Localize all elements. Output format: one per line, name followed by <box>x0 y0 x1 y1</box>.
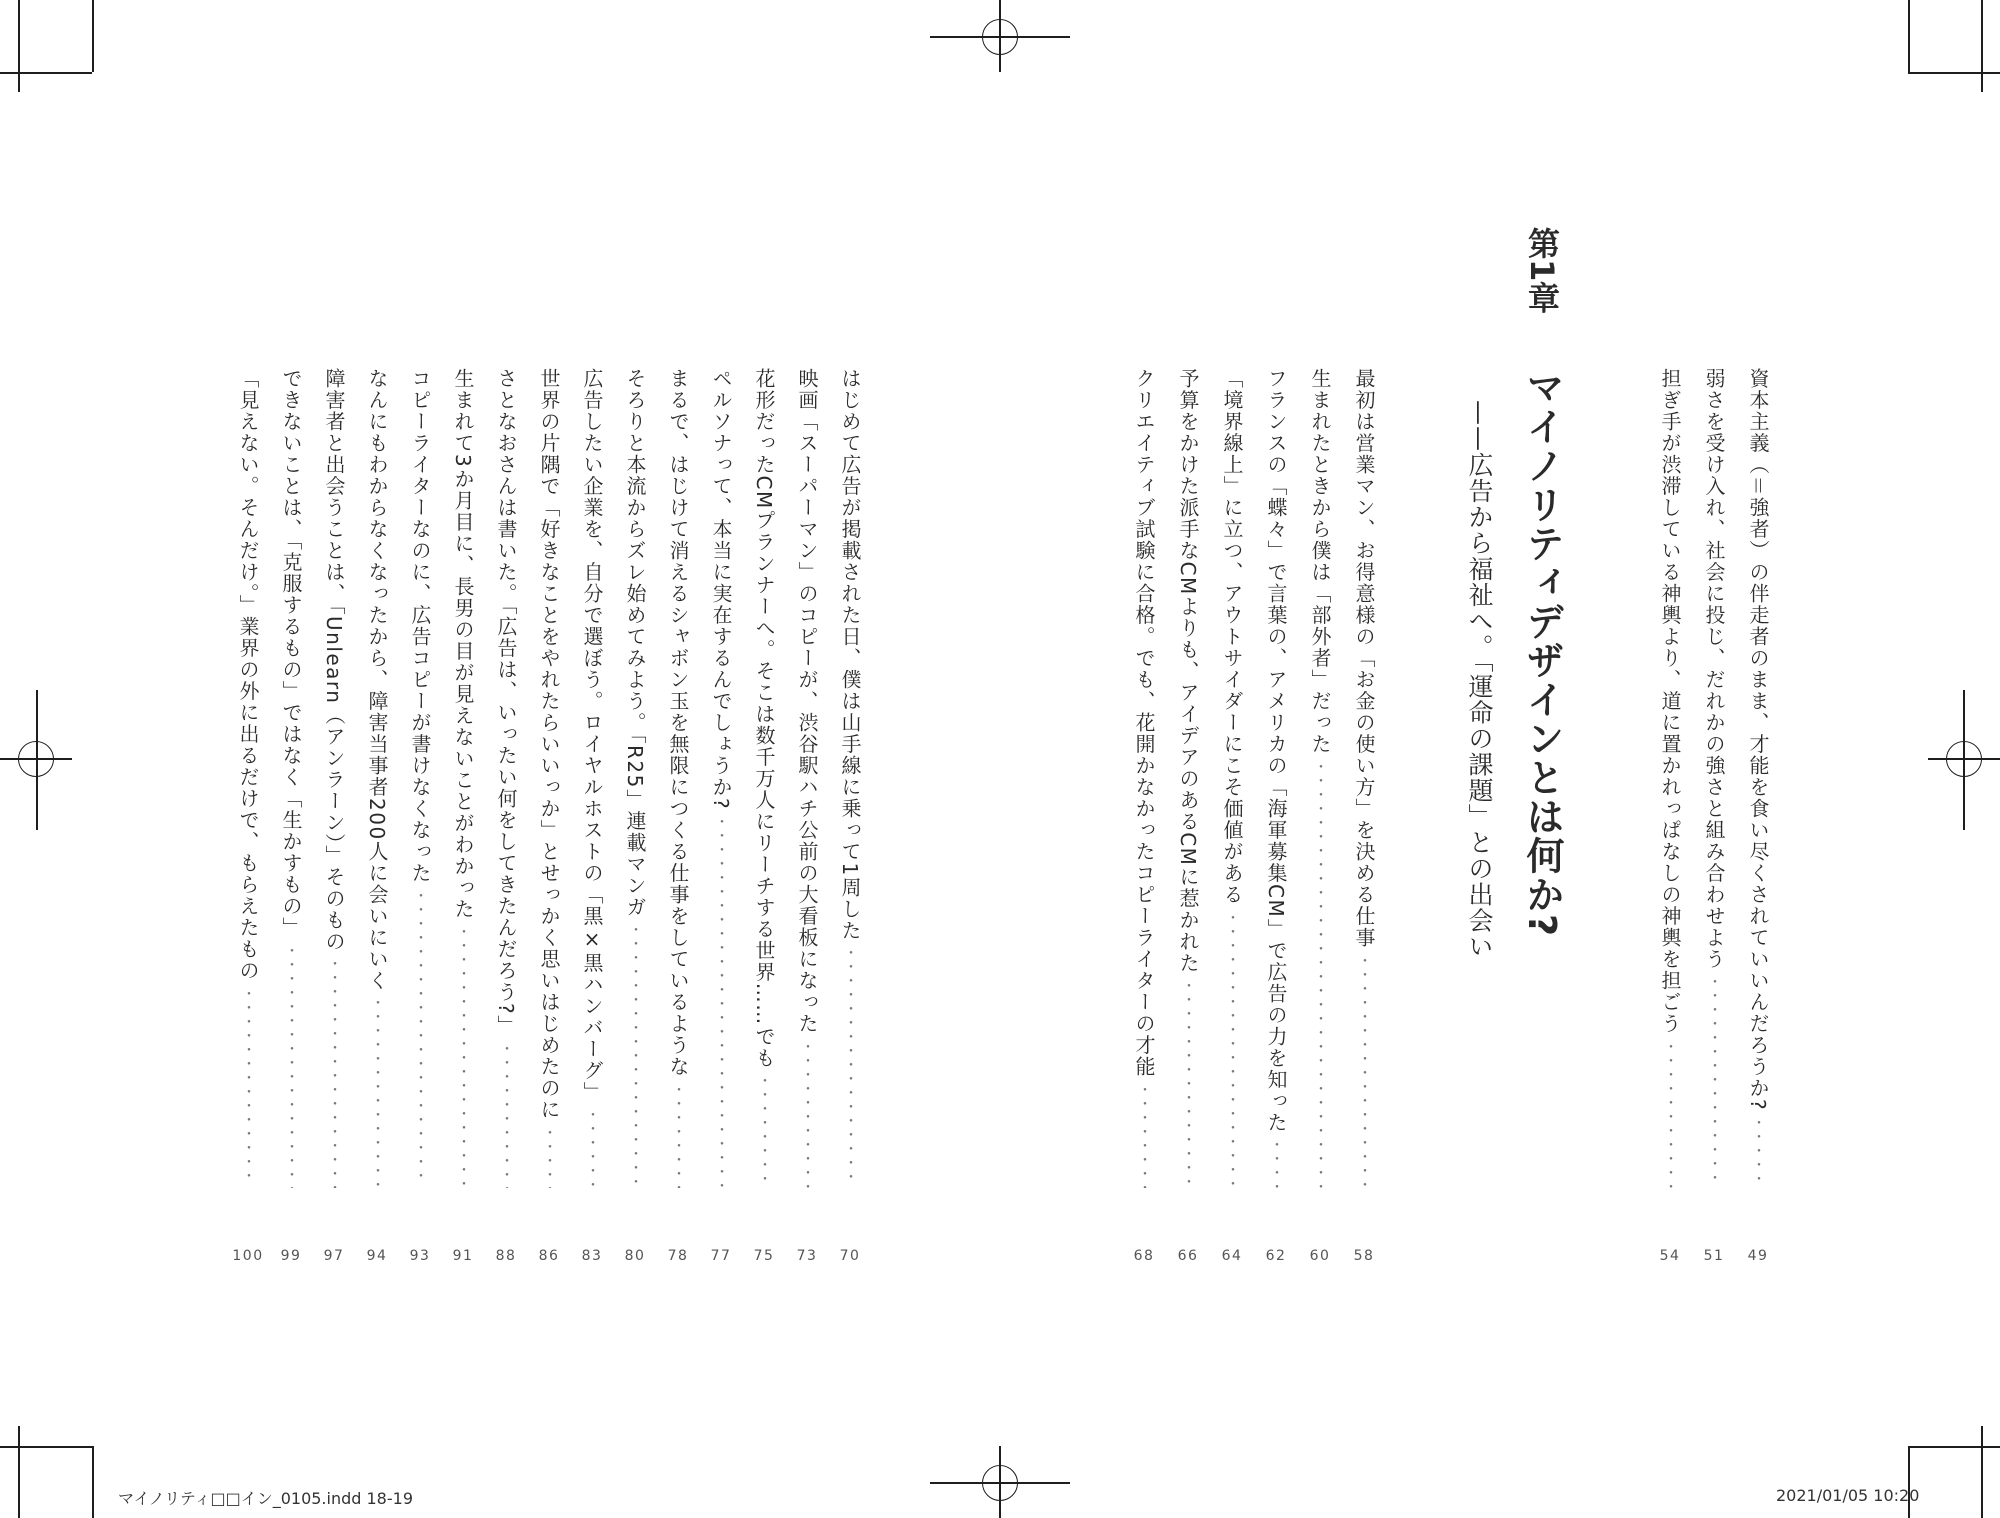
toc-entry-title: 「境界線上」に立つ、アウトサイダーにこそ価値がある ・・・・・・・・・・・・・・・・・・・・・・・・・・・・・・・・・・・・・・・・・・・・・・・・・・・・ <box>1212 368 1252 1188</box>
toc-entry-title: 弱さを受け入れ、社会に投じ、だれかの強さと組み合わせよう ・・・・・・・・・・・・・・・・・・・・・・・・・・・・・・・・・・・・・・・・・・・・・・・・・・・・ <box>1694 368 1734 1188</box>
slug-datetime: 2021/01/05 10:20 <box>1776 1486 1920 1505</box>
crop-mark <box>18 0 20 92</box>
toc-entry[interactable] <box>486 368 526 1268</box>
toc-entry[interactable] <box>1694 368 1734 1268</box>
toc-entry[interactable] <box>357 368 397 1268</box>
crop-mark <box>1981 0 1983 92</box>
toc-entry-page: 78 <box>667 1248 689 1264</box>
toc-entry-title: まるで、はじけて消えるシャボン玉を無限につくる仕事をしているような ・・・・・・・・・・・・・・・・・・・・・・・・・・・・・・・・・・・・・・・・・・・・・・・・・・・・ <box>658 368 698 1188</box>
crop-mark <box>0 1446 92 1448</box>
chapter-subtitle: ——広告から福祉へ。「運命の課題」との出会い <box>1465 400 1494 960</box>
toc-entry-page: 58 <box>1353 1248 1375 1264</box>
toc-entry-page: 80 <box>624 1248 646 1264</box>
crop-mark <box>18 1426 20 1518</box>
chapter-label: 第1章 <box>1523 226 1561 314</box>
toc-entry[interactable] <box>314 368 354 1268</box>
toc-entry[interactable] <box>443 368 483 1268</box>
toc-entry-page: 62 <box>1265 1248 1287 1264</box>
slug-file-info: マイノリティ□□イン_0105.indd 18-19 <box>118 1489 413 1508</box>
toc-entry-title: 世界の片隅で「好きなことをやれたらいいっか」とせっかく思いはじめたのに ・・・・・・・・・・・・・・・・・・・・・・・・・・・・・・・・・・・・・・・・・・・・・・・・・・・・ <box>529 368 569 1188</box>
toc-entry[interactable] <box>529 368 569 1268</box>
toc-entry-page: 66 <box>1177 1248 1199 1264</box>
toc-entry[interactable] <box>1212 368 1252 1268</box>
toc-entry-title: 映画「スーパーマン」のコピーが、渋谷駅ハチ公前の大看板になった ・・・・・・・・・・・・・・・・・・・・・・・・・・・・・・・・・・・・・・・・・・・・・・・・・・・・ <box>787 368 827 1188</box>
toc-entry-page: 93 <box>409 1248 431 1264</box>
crop-mark <box>1908 72 2000 74</box>
toc-entry-title: 花形だったCMプランナーへ。そこは数千万人にリーチする世界……でも ・・・・・・・・・・・・・・・・・・・・・・・・・・・・・・・・・・・・・・・・・・・・・・・・・・・・ <box>744 368 784 1188</box>
toc-entry[interactable] <box>1124 368 1164 1268</box>
toc-entry-title: 最初は営業マン、お得意様の「お金の使い方」を決める仕事 ・・・・・・・・・・・・・・・・・・・・・・・・・・・・・・・・・・・・・・・・・・・・・・・・・・・・ <box>1344 368 1384 1188</box>
toc-entry[interactable] <box>1256 368 1296 1268</box>
toc-entry-page: 88 <box>495 1248 517 1264</box>
crop-mark <box>92 0 94 72</box>
toc-entry-title: 予算をかけた派手なCMよりも、アイデアのあるCMに惹かれた ・・・・・・・・・・・・・・・・・・・・・・・・・・・・・・・・・・・・・・・・・・・・・・・・・・・・ <box>1168 368 1208 1188</box>
crop-mark <box>1908 1446 1910 1518</box>
toc-entry[interactable] <box>1168 368 1208 1268</box>
toc-entry[interactable] <box>787 368 827 1268</box>
toc-entry-page: 94 <box>366 1248 388 1264</box>
toc-entry-page: 75 <box>753 1248 775 1264</box>
toc-entry-title: 広告したい企業を、自分で選ぼう。ロイヤルホストの「黒×黒ハンバーグ」 ・・・・・・・・・・・・・・・・・・・・・・・・・・・・・・・・・・・・・・・・・・・・・・・・・・・・ <box>572 368 612 1188</box>
toc-entry-page: 100 <box>232 1248 264 1264</box>
toc-entry-page: 54 <box>1659 1248 1681 1264</box>
chapter-title: マイノリティデザインとは何か? <box>1520 368 1564 938</box>
toc-entry-title: 「見えない。そんだけ。」業界の外に出るだけで、もらえたもの ・・・・・・・・・・・・・・・・・・・・・・・・・・・・・・・・・・・・・・・・・・・・・・・・・・・・ <box>228 368 268 1188</box>
crop-mark <box>1908 1446 2000 1448</box>
toc-entry[interactable] <box>701 368 741 1268</box>
toc-entry-page: 73 <box>796 1248 818 1264</box>
toc-entry-title: 担ぎ手が渋滞している神輿より、道に置かれっぱなしの神輿を担ごう ・・・・・・・・・・・・・・・・・・・・・・・・・・・・・・・・・・・・・・・・・・・・・・・・・・・・ <box>1650 368 1690 1188</box>
crop-mark <box>0 72 92 74</box>
toc-entry-title: コピーライターなのに、広告コピーが書けなくなった ・・・・・・・・・・・・・・・・・・・・・・・・・・・・・・・・・・・・・・・・・・・・・・・・・・・・ <box>400 368 440 1188</box>
toc-entry-page: 60 <box>1309 1248 1331 1264</box>
toc-entry-title: なんにもわからなくなったから、障害当事者200人に会いにいく ・・・・・・・・・・・・・・・・・・・・・・・・・・・・・・・・・・・・・・・・・・・・・・・・・・・・ <box>357 368 397 1188</box>
toc-entry-page: 91 <box>452 1248 474 1264</box>
toc-entry[interactable] <box>228 368 268 1268</box>
toc-entry-title: 資本主義（＝強者）の伴走者のまま、才能を食い尽くされていいんだろうか? ・・・・・・・・・・・・・・・・・・・・・・・・・・・・・・・・・・・・・・・・・・・・・・・・・・・・ <box>1738 368 1778 1188</box>
toc-entry-title: フランスの「蝶々」で言葉の、アメリカの「海軍募集CM」で広告の力を知った ・・・・・・・・・・・・・・・・・・・・・・・・・・・・・・・・・・・・・・・・・・・・・・・・・・・・ <box>1256 368 1296 1188</box>
toc-entry[interactable] <box>1300 368 1340 1268</box>
toc-entry-page: 70 <box>839 1248 861 1264</box>
toc-entry-title: さとなおさんは書いた。「広告は、いったい何をしてきたんだろう?」 ・・・・・・・・・・・・・・・・・・・・・・・・・・・・・・・・・・・・・・・・・・・・・・・・・・・・ <box>486 368 526 1188</box>
toc-entry-title: そろりと本流からズレ始めてみよう。「R25」連載マンガ ・・・・・・・・・・・・・・・・・・・・・・・・・・・・・・・・・・・・・・・・・・・・・・・・・・・・ <box>615 368 655 1188</box>
toc-entry-title: ペルソナって、本当に実在するんでしょうか? ・・・・・・・・・・・・・・・・・・・・・・・・・・・・・・・・・・・・・・・・・・・・・・・・・・・・ <box>701 368 741 1188</box>
toc-entry-title: できないことは、「克服するもの」ではなく「生かすもの」 ・・・・・・・・・・・・・・・・・・・・・・・・・・・・・・・・・・・・・・・・・・・・・・・・・・・・ <box>271 368 311 1188</box>
toc-entry-title: 障害者と出会うことは、「Unlearn（アンラーン）」そのもの ・・・・・・・・・・・・・・・・・・・・・・・・・・・・・・・・・・・・・・・・・・・・・・・・・・・・ <box>314 368 354 1188</box>
toc-entry[interactable] <box>658 368 698 1268</box>
toc-entry-title: 生まれて3か月目に、長男の目が見えないことがわかった ・・・・・・・・・・・・・・・・・・・・・・・・・・・・・・・・・・・・・・・・・・・・・・・・・・・・ <box>443 368 483 1188</box>
toc-entry[interactable] <box>1650 368 1690 1268</box>
toc-entry-page: 68 <box>1133 1248 1155 1264</box>
toc-entry[interactable] <box>744 368 784 1268</box>
toc-entry-title: クリエイティブ試験に合格。でも、花開かなかったコピーライターの才能 ・・・・・・・・・・・・・・・・・・・・・・・・・・・・・・・・・・・・・・・・・・・・・・・・・・・・ <box>1124 368 1164 1188</box>
toc-entry-title: 生まれたときから僕は「部外者」だった ・・・・・・・・・・・・・・・・・・・・・・・・・・・・・・・・・・・・・・・・・・・・・・・・・・・・ <box>1300 368 1340 1188</box>
toc-entry[interactable] <box>1344 368 1384 1268</box>
crop-mark <box>1981 1426 1983 1518</box>
toc-entry-page: 99 <box>280 1248 302 1264</box>
toc-entry[interactable] <box>572 368 612 1268</box>
toc-entry[interactable] <box>1738 368 1778 1268</box>
toc-entry-page: 51 <box>1703 1248 1725 1264</box>
toc-entry-page: 97 <box>323 1248 345 1264</box>
toc-entry[interactable] <box>400 368 440 1268</box>
crop-mark <box>1908 0 1910 72</box>
toc-entry-page: 77 <box>710 1248 732 1264</box>
toc-entry[interactable] <box>830 368 870 1268</box>
crop-mark <box>92 1446 94 1518</box>
toc-entry-title: はじめて広告が掲載された日、僕は山手線に乗って1周した ・・・・・・・・・・・・・・・・・・・・・・・・・・・・・・・・・・・・・・・・・・・・・・・・・・・・ <box>830 368 870 1188</box>
toc-entry[interactable] <box>271 368 311 1268</box>
toc-entry-page: 83 <box>581 1248 603 1264</box>
toc-entry-page: 86 <box>538 1248 560 1264</box>
toc-entry[interactable] <box>615 368 655 1268</box>
toc-entry-page: 49 <box>1747 1248 1769 1264</box>
toc-entry-page: 64 <box>1221 1248 1243 1264</box>
